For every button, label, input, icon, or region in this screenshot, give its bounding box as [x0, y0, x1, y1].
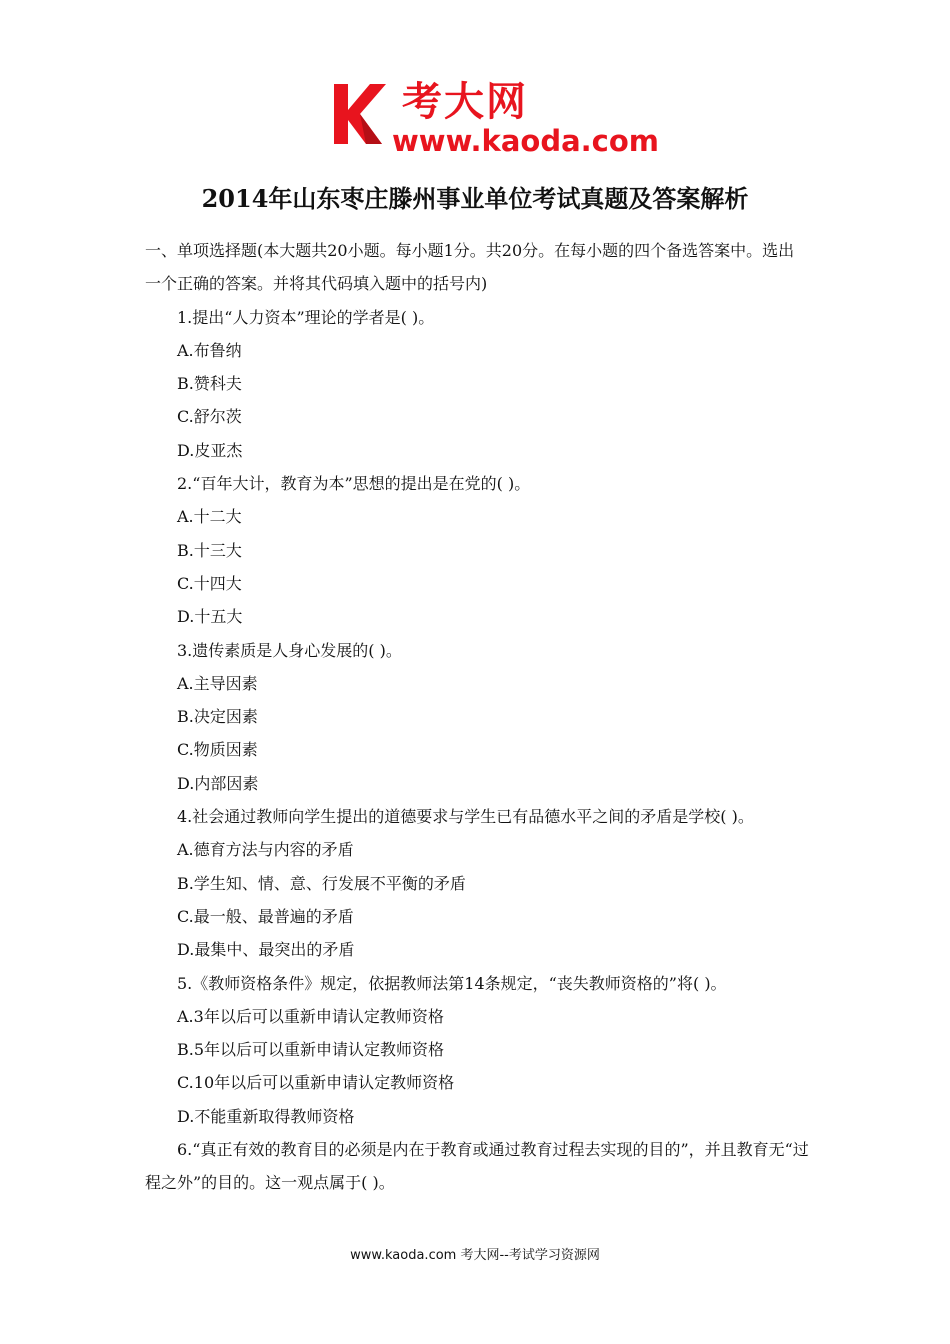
kaoda-logo	[330, 78, 659, 158]
page-footer: www.kaoda.com 考大网--考试学习资源网	[350, 1248, 600, 1263]
question-stem: 5.《教师资格条件》规定，依据教师法第14条规定，“丧失教师资格的”将( )。	[177, 973, 727, 993]
answer-option: B.5年以后可以重新申请认定教师资格	[177, 1040, 445, 1060]
answer-option: C.舒尔茨	[177, 407, 242, 427]
question-stem: 1.提出“人力资本”理论的学者是( )。	[177, 307, 435, 327]
page-title: 2014年山东枣庄滕州事业单位考试真题及答案解析	[201, 184, 749, 213]
logo-url-text: www.kaoda.com	[392, 124, 659, 158]
answer-option: A.德育方法与内容的矛盾	[177, 840, 354, 860]
answer-option: A.布鲁纳	[177, 340, 242, 360]
logo-brand-text: 考大网	[402, 79, 528, 125]
answer-option: D.皮亚杰	[177, 440, 243, 460]
answer-option: C.10年以后可以重新申请认定教师资格	[177, 1073, 455, 1093]
answer-option: C.最一般、最普遍的矛盾	[177, 906, 354, 926]
question-stem: 2.“百年大计，教育为本”思想的提出是在党的( )。	[177, 474, 531, 494]
answer-option: B.决定因素	[177, 707, 258, 727]
answer-option: C.物质因素	[177, 740, 258, 760]
answer-option: D.内部因素	[177, 773, 259, 793]
answer-option: D.不能重新取得教师资格	[177, 1106, 355, 1126]
document-body	[145, 234, 810, 1200]
question-stem: 6.“真正有效的教育目的必须是内在于教育或通过教育过程去实现的目的”，并且教育无“过程之外”的目的。这一观点属于( )。	[145, 1140, 809, 1193]
answer-option: B.赞科夫	[177, 374, 242, 394]
answer-option: A.十二大	[177, 507, 242, 527]
question-stem: 3.遗传素质是人身心发展的( )。	[177, 640, 402, 660]
section-intro: 一、单项选择题(本大题共20小题。每小题1分。共20分。在每小题的四个备选答案中。选出一个正确的答案。并将其代码填入题中的括号内)	[145, 241, 795, 294]
answer-option: A.3年以后可以重新申请认定教师资格	[177, 1006, 444, 1026]
answer-option: D.最集中、最突出的矛盾	[177, 940, 355, 960]
answer-option: B.学生知、情、意、行发展不平衡的矛盾	[177, 873, 466, 893]
answer-option: C.十四大	[177, 573, 242, 593]
answer-option: A.主导因素	[177, 673, 258, 693]
answer-option: B.十三大	[177, 540, 242, 560]
answer-option: D.十五大	[177, 607, 243, 627]
question-stem: 4.社会通过教师向学生提出的道德要求与学生已有品德水平之间的矛盾是学校( )。	[177, 807, 754, 827]
